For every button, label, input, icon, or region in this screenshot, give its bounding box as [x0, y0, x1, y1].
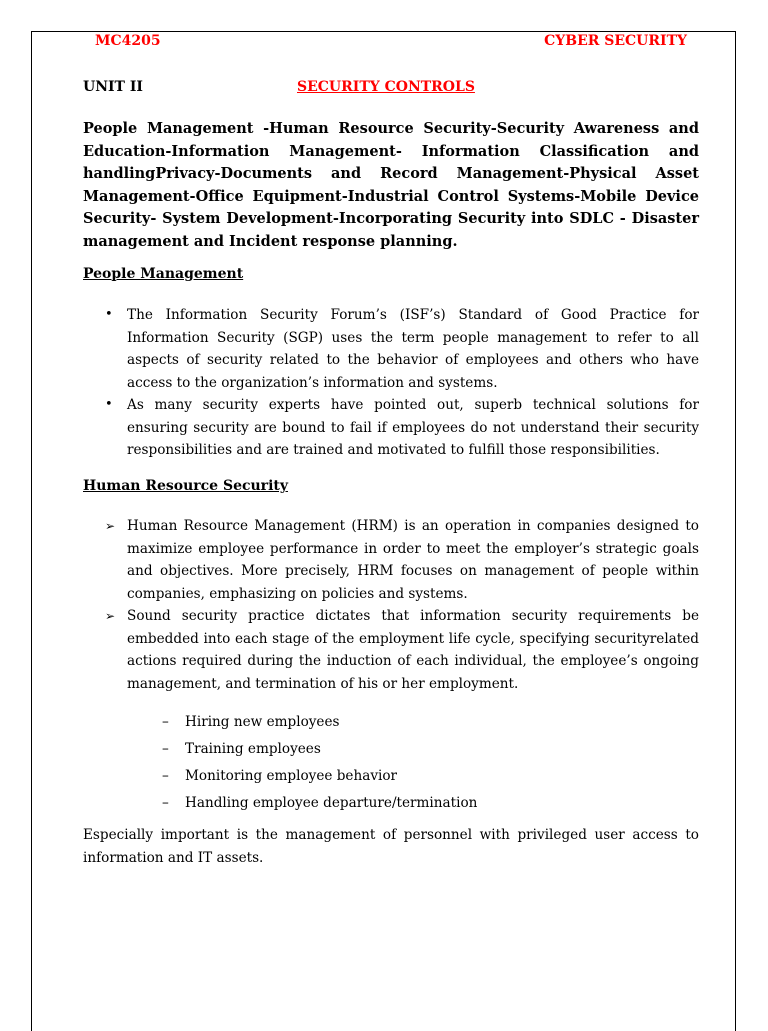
list-item-text: Training employees — [185, 741, 321, 757]
list-item — [83, 304, 699, 394]
list-item-text: Handling employee departure/termination — [185, 795, 478, 811]
unit-label: UNIT II — [83, 79, 143, 95]
dash-icon: – — [162, 714, 169, 730]
closing-paragraph: Especially important is the management of personnel with privileged user access to information and IT assets. — [83, 827, 699, 866]
unit-title: SECURITY CONTROLS — [297, 79, 475, 95]
list-item-text: Monitoring employee behavior — [185, 768, 398, 784]
dash-icon: – — [162, 741, 169, 757]
course-code: MC4205 — [95, 33, 161, 49]
subject-title: CYBER SECURITY — [544, 33, 687, 49]
list-item — [83, 515, 699, 605]
topics-summary: People Management -Human Resource Security-Security Awareness and Education-Information Management- Information Classification and handlingPrivacy-Documents and Record Management-Physical Asset Management-Office Equipment-Industrial Control Systems-Mobile Device Security- System Development-Incorporating Security into SDLC - Disaster management and Incident response planning. — [83, 120, 699, 250]
arrow-bullet-icon: ➢ — [105, 519, 116, 533]
list-item-text: Human Resource Management (HRM) is an operation in companies designed to maximize employee performance in order to meet the employer’s strategic goals and objectives. More precisely, HRM focuses on management of people within companies, emphasizing on policies and systems. — [127, 518, 699, 602]
bullet-icon: • — [105, 397, 113, 412]
list-item — [162, 711, 477, 738]
employment-stages-list — [162, 711, 477, 819]
arrow-bullet-icon: ➢ — [105, 609, 116, 623]
bullet-icon: • — [105, 307, 113, 322]
people-management-list — [83, 304, 699, 462]
list-item — [83, 605, 699, 695]
list-item — [83, 394, 699, 462]
list-item-text: The Information Security Forum’s (ISF’s) Standard of Good Practice for Information Security (SGP) uses the term people management to refer to all aspects of security related to the behavior of employees and others who have access to the organization’s information and systems. — [127, 307, 699, 391]
human-resource-list — [83, 515, 699, 695]
dash-icon: – — [162, 795, 169, 811]
section-heading-human-resource-security: Human Resource Security — [83, 478, 288, 494]
dash-icon: – — [162, 768, 169, 784]
list-item-text: Hiring new employees — [185, 714, 340, 730]
list-item-text: As many security experts have pointed out, superb technical solutions for ensuring security are bound to fail if employees do not understand their security responsibilities and are trained and motivated to fulfill those responsibilities. — [127, 397, 699, 458]
list-item — [162, 765, 477, 792]
list-item — [162, 792, 477, 819]
section-heading-people-management: People Management — [83, 266, 244, 282]
list-item — [162, 738, 477, 765]
list-item-text: Sound security practice dictates that information security requirements be embedded into each stage of the employment life cycle, specifying securityrelated actions required during the induction of each individual, the employee’s ongoing management, and termination of his or her employment. — [127, 608, 699, 692]
